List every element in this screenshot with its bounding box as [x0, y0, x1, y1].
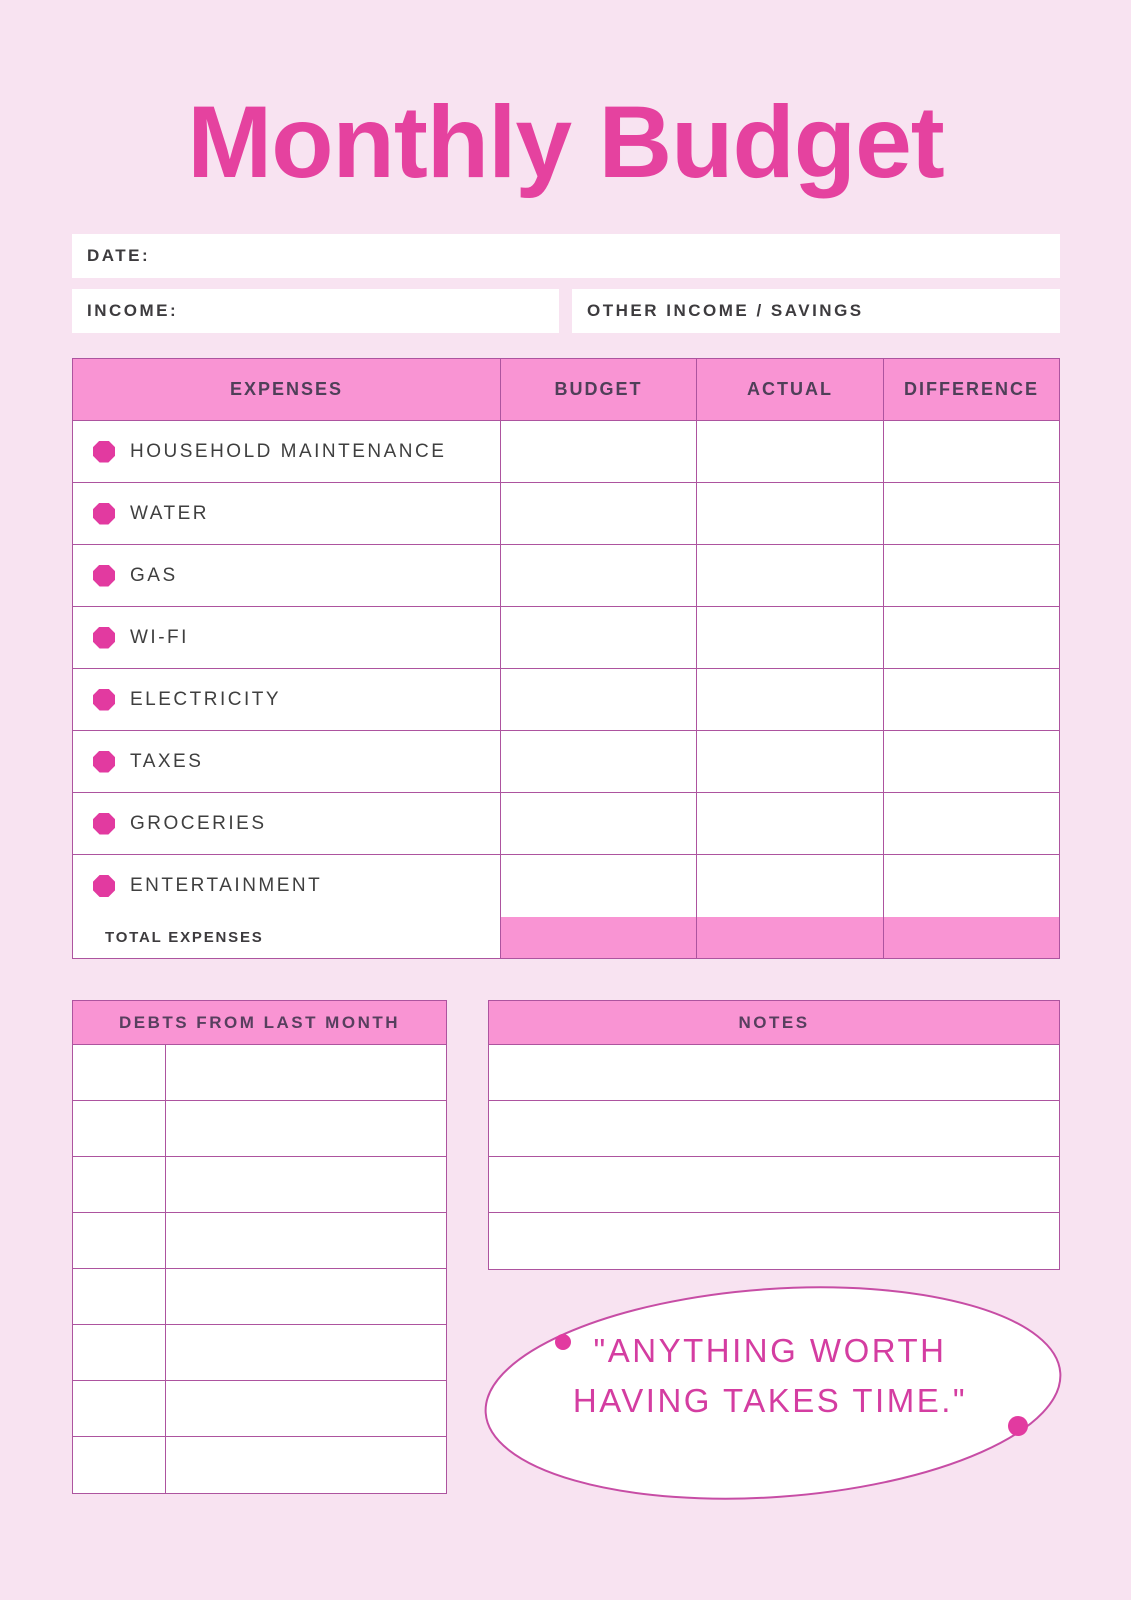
expense-label: TAXES — [130, 750, 204, 772]
difference-input-cell[interactable] — [884, 669, 1059, 730]
debt-row — [73, 1045, 446, 1101]
octagon-bullet-icon — [93, 813, 115, 835]
expense-label: GROCERIES — [130, 812, 267, 834]
difference-input-cell[interactable] — [884, 545, 1059, 606]
expense-row — [73, 545, 1059, 607]
income-label: INCOME: — [87, 301, 179, 320]
debt-amount-cell[interactable] — [73, 1045, 166, 1100]
debt-description-cell[interactable] — [166, 1269, 446, 1324]
expenses-table-header-row — [73, 359, 1059, 421]
difference-input-cell[interactable] — [884, 731, 1059, 792]
difference-input-cell[interactable] — [884, 607, 1059, 668]
actual-input-cell[interactable] — [697, 731, 884, 792]
total-budget-cell[interactable] — [501, 917, 697, 958]
debt-row — [73, 1437, 446, 1493]
note-line[interactable] — [489, 1045, 1059, 1101]
debt-row — [73, 1157, 446, 1213]
debt-amount-cell[interactable] — [73, 1213, 166, 1268]
expense-row — [73, 669, 1059, 731]
expense-label: ENTERTAINMENT — [130, 875, 323, 896]
expense-name-cell — [73, 731, 501, 792]
budget-input-cell[interactable] — [501, 607, 697, 668]
actual-input-cell[interactable] — [697, 483, 884, 544]
debt-description-cell[interactable] — [166, 1045, 446, 1100]
expense-label: ELECTRICITY — [130, 688, 282, 710]
note-line[interactable] — [489, 1101, 1059, 1157]
debt-amount-cell[interactable] — [73, 1157, 166, 1212]
total-expenses-row — [73, 917, 1059, 958]
total-expenses-label: TOTAL EXPENSES — [73, 917, 501, 958]
actual-input-cell[interactable] — [697, 793, 884, 854]
actual-input-cell[interactable] — [697, 855, 884, 917]
expense-row — [73, 731, 1059, 793]
expense-row — [73, 793, 1059, 855]
quote-text — [490, 1326, 1050, 1426]
expense-label: HOUSEHOLD MAINTENANCE — [130, 440, 447, 462]
debt-row — [73, 1213, 446, 1269]
difference-input-cell[interactable] — [884, 421, 1059, 482]
expenses-column-header: EXPENSES — [73, 359, 501, 420]
date-field[interactable] — [72, 234, 1060, 278]
budget-input-cell[interactable] — [501, 855, 697, 917]
actual-input-cell[interactable] — [697, 545, 884, 606]
octagon-bullet-icon — [93, 565, 115, 587]
expense-label: WATER — [130, 502, 209, 524]
actual-input-cell[interactable] — [697, 669, 884, 730]
debts-table — [72, 1000, 447, 1494]
notes-section — [488, 1000, 1060, 1270]
budget-input-cell[interactable] — [501, 793, 697, 854]
total-actual-cell[interactable] — [697, 917, 884, 958]
expense-name-cell — [73, 855, 501, 917]
debt-row — [73, 1269, 446, 1325]
difference-input-cell[interactable] — [884, 793, 1059, 854]
budget-input-cell[interactable] — [501, 731, 697, 792]
date-label: DATE: — [87, 246, 151, 265]
income-field[interactable] — [72, 289, 559, 333]
quote-line-2: HAVING TAKES TIME." — [572, 1382, 968, 1419]
octagon-bullet-icon — [93, 627, 115, 649]
debts-table-title: DEBTS FROM LAST MONTH — [73, 1001, 446, 1045]
debt-amount-cell[interactable] — [73, 1269, 166, 1324]
budget-column-header: BUDGET — [501, 359, 697, 420]
expenses-table — [72, 358, 1060, 959]
debt-amount-cell[interactable] — [73, 1325, 166, 1380]
expense-label: GAS — [130, 564, 178, 586]
debt-amount-cell[interactable] — [73, 1101, 166, 1156]
debt-row — [73, 1101, 446, 1157]
page-title: Monthly Budget — [187, 85, 944, 199]
debt-row — [73, 1381, 446, 1437]
debt-description-cell[interactable] — [166, 1157, 446, 1212]
debt-description-cell[interactable] — [166, 1101, 446, 1156]
budget-input-cell[interactable] — [501, 421, 697, 482]
expense-label: WI-FI — [130, 626, 189, 648]
expense-row — [73, 483, 1059, 545]
total-difference-cell[interactable] — [884, 917, 1059, 958]
note-line[interactable] — [489, 1157, 1059, 1213]
notes-title: NOTES — [489, 1001, 1059, 1045]
other-income-savings-field[interactable] — [572, 289, 1060, 333]
budget-input-cell[interactable] — [501, 545, 697, 606]
debt-row — [73, 1325, 446, 1381]
difference-input-cell[interactable] — [884, 855, 1059, 917]
expense-name-cell — [73, 483, 501, 544]
expense-row — [73, 421, 1059, 483]
expense-name-cell — [73, 421, 501, 482]
debt-description-cell[interactable] — [166, 1325, 446, 1380]
expense-name-cell — [73, 793, 501, 854]
expense-name-cell — [73, 545, 501, 606]
actual-input-cell[interactable] — [697, 421, 884, 482]
expense-name-cell — [73, 607, 501, 668]
actual-column-header: ACTUAL — [697, 359, 884, 420]
quote-line-1: "ANYTHING WORTH — [593, 1332, 947, 1369]
difference-column-header: DIFFERENCE — [903, 379, 1039, 399]
octagon-bullet-icon — [93, 689, 115, 711]
debt-amount-cell[interactable] — [73, 1437, 166, 1493]
octagon-bullet-icon — [93, 875, 115, 897]
difference-input-cell[interactable] — [884, 483, 1059, 544]
debt-amount-cell[interactable] — [73, 1381, 166, 1436]
note-line[interactable] — [489, 1213, 1059, 1269]
octagon-bullet-icon — [93, 441, 115, 463]
budget-input-cell[interactable] — [501, 483, 697, 544]
expense-row — [73, 855, 1059, 917]
expense-name-cell — [73, 669, 501, 730]
octagon-bullet-icon — [93, 751, 115, 773]
budget-input-cell[interactable] — [501, 669, 697, 730]
debt-description-cell[interactable] — [166, 1213, 446, 1268]
actual-input-cell[interactable] — [697, 607, 884, 668]
other-income-savings-label: OTHER INCOME / SAVINGS — [587, 301, 864, 320]
expense-row — [73, 607, 1059, 669]
debt-description-cell[interactable] — [166, 1381, 446, 1436]
octagon-bullet-icon — [93, 503, 115, 525]
debt-description-cell[interactable] — [166, 1437, 446, 1493]
